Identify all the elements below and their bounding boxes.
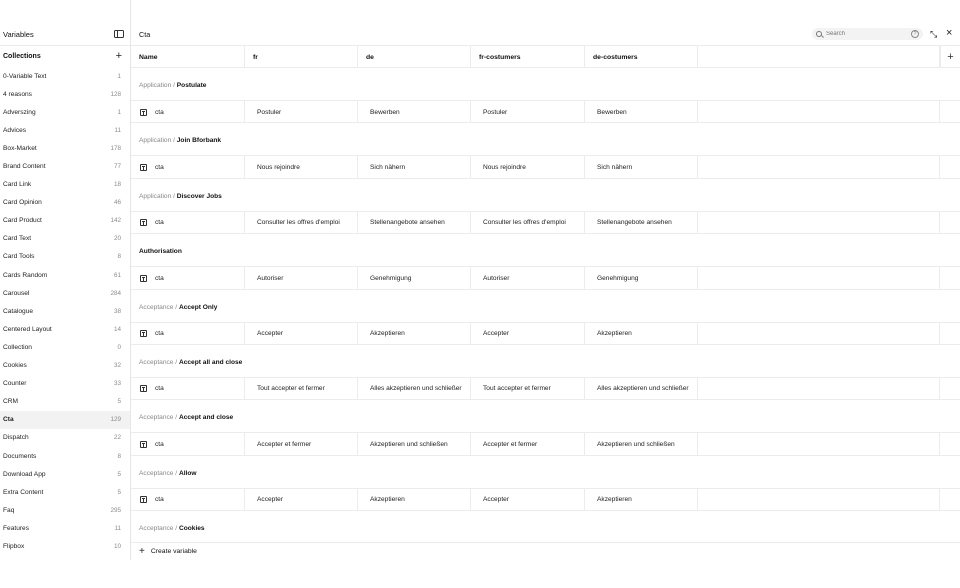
variable-group bbox=[131, 290, 960, 345]
sidebar-item[interactable] bbox=[0, 230, 130, 248]
group-leaf-label: Cookies bbox=[178, 525, 205, 533]
main-panel bbox=[131, 0, 960, 560]
cell-text: Accepter bbox=[257, 496, 284, 504]
variable-name-cell[interactable] bbox=[131, 323, 245, 345]
sidebar-item-label: Box-Market bbox=[3, 144, 37, 152]
variable-value-cell[interactable] bbox=[585, 156, 698, 178]
cell-text: Autoriser bbox=[257, 274, 284, 282]
variable-value-cell[interactable] bbox=[585, 212, 698, 234]
variable-value-cell[interactable] bbox=[471, 489, 585, 511]
sidebar-item[interactable] bbox=[0, 284, 130, 302]
sidebar-item[interactable] bbox=[0, 103, 130, 121]
group-leaf-label: Accept all and close bbox=[178, 358, 243, 366]
variable-value-cell[interactable] bbox=[585, 101, 698, 123]
sidebar-item-label: Features bbox=[3, 524, 30, 532]
variable-name-cell[interactable] bbox=[131, 156, 245, 178]
group-label[interactable] bbox=[139, 137, 221, 144]
empty-cell bbox=[698, 323, 940, 345]
sidebar-item-label: Catalogue bbox=[3, 307, 34, 315]
empty-cell bbox=[698, 267, 940, 289]
sidebar-item-label: Adverszing bbox=[3, 108, 36, 116]
sidebar-item-count: 14 bbox=[113, 325, 121, 333]
variable-value-cell[interactable] bbox=[358, 101, 471, 123]
column-header-de-costumers[interactable]: de-costumers bbox=[585, 46, 698, 68]
sidebar-item[interactable] bbox=[0, 393, 130, 411]
sidebar-item-count: 8 bbox=[117, 452, 121, 460]
cell-text: Akzeptieren bbox=[370, 330, 405, 338]
cell-text: cta bbox=[155, 163, 164, 171]
sidebar-item-label: Card Text bbox=[3, 235, 32, 243]
sidebar-item-label: Flipbox bbox=[3, 542, 25, 550]
search-icon bbox=[816, 31, 822, 37]
variable-value-cell[interactable] bbox=[358, 156, 471, 178]
variable-group bbox=[131, 456, 960, 511]
group-leaf-label: Authorisation bbox=[139, 248, 182, 256]
empty-cell bbox=[698, 489, 940, 511]
group-leaf-label: Join Bforbank bbox=[176, 137, 222, 145]
sidebar-item[interactable] bbox=[0, 194, 130, 212]
close-icon[interactable]: × bbox=[946, 27, 953, 39]
text-variable-icon bbox=[140, 330, 147, 337]
cell-text: Consulter les offres d'emploi bbox=[483, 219, 566, 227]
sidebar-item[interactable] bbox=[0, 139, 130, 157]
variable-value-cell[interactable] bbox=[471, 156, 585, 178]
cell-text: Accepter bbox=[483, 496, 510, 504]
collapse-icon[interactable]: ⤡ bbox=[930, 29, 938, 39]
sidebar-item-count: 1 bbox=[117, 72, 121, 80]
create-plus-icon: + bbox=[139, 545, 145, 557]
column-header-empty bbox=[698, 46, 940, 68]
sidebar-item-count: 295 bbox=[110, 506, 121, 514]
variable-value-cell[interactable] bbox=[471, 433, 585, 455]
sidebar-item-label: Card Tools bbox=[3, 253, 35, 261]
column-header-fr-costumers[interactable]: fr-costumers bbox=[471, 46, 585, 68]
cell-text: Nous rejoindre bbox=[257, 163, 300, 171]
sidebar-item-label: 0-Variable Text bbox=[3, 72, 47, 80]
sidebar-item[interactable] bbox=[0, 121, 130, 139]
sidebar-item-label: Card Product bbox=[3, 217, 42, 225]
sidebar-toggle-icon[interactable] bbox=[114, 30, 124, 38]
sidebar-title: Variables bbox=[3, 29, 34, 39]
group-parent-label: Acceptance / bbox=[139, 525, 179, 533]
group-label[interactable] bbox=[139, 248, 182, 255]
variable-name-cell[interactable] bbox=[131, 489, 245, 511]
variable-value-cell[interactable] bbox=[358, 433, 471, 455]
sidebar-item-count: 5 bbox=[117, 398, 121, 406]
variable-name-cell[interactable] bbox=[131, 433, 245, 455]
group-label[interactable] bbox=[139, 304, 217, 311]
sidebar-item[interactable] bbox=[0, 320, 130, 338]
empty-cell bbox=[698, 101, 940, 123]
sidebar-item[interactable] bbox=[0, 212, 130, 230]
sidebar-item-label: Extra Content bbox=[3, 488, 44, 496]
table-row[interactable] bbox=[131, 488, 960, 511]
sidebar-item[interactable] bbox=[0, 176, 130, 194]
text-variable-icon bbox=[140, 219, 147, 226]
table-row[interactable] bbox=[131, 432, 960, 455]
group-parent-label: Acceptance / bbox=[139, 303, 179, 311]
text-variable-icon bbox=[140, 441, 147, 448]
cell-text: Bewerben bbox=[370, 108, 400, 116]
sidebar-item-count: 20 bbox=[113, 235, 121, 243]
group-parent-label: Acceptance / bbox=[139, 469, 179, 477]
text-variable-icon bbox=[140, 385, 147, 392]
sidebar-header bbox=[0, 23, 130, 45]
text-variable-icon bbox=[140, 496, 147, 503]
sidebar-item-count: 5 bbox=[117, 470, 121, 478]
group-leaf-label: Accept and close bbox=[178, 414, 234, 422]
text-variable-icon bbox=[140, 275, 147, 282]
cell-text: Accepter bbox=[483, 330, 510, 338]
variable-group bbox=[131, 68, 960, 123]
cell-text: cta bbox=[155, 274, 164, 282]
text-variable-icon bbox=[140, 109, 147, 116]
variable-group bbox=[131, 345, 960, 400]
sidebar-item-count: 46 bbox=[113, 199, 121, 207]
table-row[interactable] bbox=[131, 322, 960, 345]
sidebar-item-count: 5 bbox=[117, 488, 121, 496]
variable-value-cell[interactable] bbox=[471, 101, 585, 123]
group-leaf-label: Postulate bbox=[176, 82, 207, 89]
cell-text: Sich nähern bbox=[597, 163, 633, 171]
table-row[interactable] bbox=[131, 377, 960, 400]
group-label[interactable] bbox=[139, 193, 222, 200]
text-variable-icon bbox=[140, 164, 147, 171]
sidebar-item[interactable] bbox=[0, 357, 130, 375]
group-parent-label: Application / bbox=[139, 82, 177, 89]
collections-label: Collections bbox=[3, 53, 41, 60]
sidebar-item[interactable] bbox=[0, 483, 130, 501]
sidebar-item[interactable] bbox=[0, 501, 130, 519]
cell-text: cta bbox=[155, 385, 164, 393]
sidebar-item-count: 38 bbox=[113, 307, 121, 315]
sidebar-item-count: 1 bbox=[117, 108, 121, 116]
group-label[interactable] bbox=[139, 470, 197, 477]
cell-text: cta bbox=[155, 219, 164, 227]
group-parent-label: Application / bbox=[139, 192, 177, 200]
help-icon[interactable]: ? bbox=[911, 30, 919, 38]
sidebar-item-count: 178 bbox=[110, 144, 121, 152]
sidebar-item-count: 284 bbox=[110, 289, 121, 297]
sidebar-item-count: 18 bbox=[113, 181, 121, 189]
cell-text: Akzeptieren bbox=[597, 330, 632, 338]
variable-name-cell[interactable] bbox=[131, 378, 245, 400]
cell-text: Accepter et fermer bbox=[257, 440, 312, 448]
cell-text: cta bbox=[155, 496, 164, 504]
cell-text: cta bbox=[155, 440, 164, 448]
cell-text: Genehmigung bbox=[370, 274, 412, 282]
sidebar-item-count: 33 bbox=[113, 380, 121, 388]
group-leaf-label: Discover Jobs bbox=[176, 192, 222, 200]
sidebar-item-label: Cards Random bbox=[3, 271, 48, 279]
sidebar-item[interactable] bbox=[0, 302, 130, 320]
sidebar-item[interactable] bbox=[0, 338, 130, 356]
add-collection-plus-icon[interactable]: + bbox=[115, 50, 122, 62]
cell-text: Akzeptieren und schließen bbox=[597, 440, 675, 448]
group-parent-label: Acceptance / bbox=[139, 414, 179, 422]
variable-name-cell[interactable] bbox=[131, 212, 245, 234]
cell-text: Tout accepter et fermer bbox=[257, 385, 325, 393]
cell-text: Autoriser bbox=[483, 274, 510, 282]
group-leaf-label: Accept Only bbox=[178, 303, 218, 311]
sidebar-item-count: 32 bbox=[113, 362, 121, 370]
sidebar-item[interactable] bbox=[0, 248, 130, 266]
variable-value-cell[interactable] bbox=[585, 323, 698, 345]
variable-value-cell[interactable] bbox=[585, 378, 698, 400]
sidebar-item-label: Dispatch bbox=[3, 434, 29, 442]
sidebar-item-count: 61 bbox=[113, 271, 121, 279]
sidebar-item-count: 128 bbox=[110, 90, 121, 98]
sidebar-item-label: Brand Content bbox=[3, 163, 46, 171]
cell-text: Alles akzeptieren und schließer bbox=[597, 385, 689, 393]
cell-text: Bewerben bbox=[597, 108, 627, 116]
sidebar-item-count: 77 bbox=[113, 163, 121, 171]
cell-text: Postuler bbox=[483, 108, 508, 116]
create-variable-button[interactable] bbox=[131, 542, 960, 560]
empty-cell bbox=[698, 378, 940, 400]
table-row[interactable] bbox=[131, 211, 960, 234]
variable-name-cell[interactable] bbox=[131, 267, 245, 289]
empty-cell bbox=[698, 433, 940, 455]
sidebar-item-count: 11 bbox=[114, 524, 121, 532]
column-header-de[interactable]: de bbox=[358, 46, 471, 68]
variable-groups bbox=[131, 68, 960, 567]
collection-title: Cta bbox=[139, 29, 151, 39]
variable-value-cell[interactable] bbox=[245, 323, 358, 345]
cell-text: Accepter et fermer bbox=[483, 440, 538, 448]
variable-value-cell[interactable] bbox=[471, 212, 585, 234]
variable-value-cell[interactable] bbox=[245, 156, 358, 178]
cell-text: Nous rejoindre bbox=[483, 163, 526, 171]
column-header-fr[interactable]: fr bbox=[245, 46, 358, 68]
variable-value-cell[interactable] bbox=[245, 212, 358, 234]
variable-value-cell[interactable] bbox=[245, 101, 358, 123]
variable-value-cell[interactable] bbox=[358, 489, 471, 511]
cell-text: Akzeptieren und schließen bbox=[370, 440, 448, 448]
topbar bbox=[131, 23, 960, 45]
sidebar-item-label: Counter bbox=[3, 380, 27, 388]
table-row[interactable] bbox=[131, 266, 960, 289]
variable-value-cell[interactable] bbox=[358, 267, 471, 289]
cell-text: Consulter les offres d'emploi bbox=[257, 219, 340, 227]
sidebar-item[interactable] bbox=[0, 429, 130, 447]
variable-value-cell[interactable] bbox=[245, 267, 358, 289]
variable-value-cell[interactable] bbox=[585, 267, 698, 289]
variable-value-cell[interactable] bbox=[245, 378, 358, 400]
sidebar-item-label: 4 reasons bbox=[3, 90, 32, 98]
sidebar-item-count: 22 bbox=[113, 434, 121, 442]
add-column-plus-icon[interactable]: + bbox=[940, 46, 960, 68]
cell-text: Akzeptieren bbox=[597, 496, 632, 504]
search-input[interactable] bbox=[826, 31, 906, 37]
variable-group bbox=[131, 400, 960, 455]
variable-value-cell[interactable] bbox=[358, 323, 471, 345]
cell-text: Sich nähern bbox=[370, 163, 406, 171]
sidebar-item-label: Collection bbox=[3, 343, 32, 351]
variable-group bbox=[131, 234, 960, 289]
sidebar-item-count: 129 bbox=[110, 416, 121, 424]
sidebar-item[interactable] bbox=[0, 266, 130, 284]
sidebar bbox=[0, 0, 131, 560]
variable-value-cell[interactable] bbox=[358, 212, 471, 234]
sidebar-item-count: 0 bbox=[117, 343, 121, 351]
variable-value-cell[interactable] bbox=[585, 433, 698, 455]
cell-text: cta bbox=[155, 330, 164, 338]
variable-value-cell[interactable] bbox=[471, 378, 585, 400]
group-parent-label: Application / bbox=[139, 137, 177, 145]
sidebar-item[interactable] bbox=[0, 157, 130, 175]
sidebar-item[interactable] bbox=[0, 67, 130, 85]
cell-text: Postuler bbox=[257, 108, 282, 116]
sidebar-item-label: Centered Layout bbox=[3, 325, 52, 333]
sidebar-item-label: Carousel bbox=[3, 289, 30, 297]
variable-value-cell[interactable] bbox=[245, 489, 358, 511]
sidebar-item-count: 11 bbox=[114, 126, 121, 134]
group-label[interactable] bbox=[139, 525, 205, 532]
sidebar-item[interactable] bbox=[0, 537, 130, 555]
collections-list bbox=[0, 67, 130, 556]
empty-cell bbox=[698, 212, 940, 234]
cell-text: Akzeptieren bbox=[370, 496, 405, 504]
cell-text: Genehmigung bbox=[597, 274, 639, 282]
table-row[interactable] bbox=[131, 100, 960, 123]
search-box[interactable] bbox=[812, 28, 923, 40]
bottom-strip bbox=[0, 560, 960, 588]
sidebar-item[interactable] bbox=[0, 411, 130, 429]
column-header-name[interactable]: Name bbox=[131, 46, 245, 68]
sidebar-item[interactable] bbox=[0, 375, 130, 393]
variable-name-cell[interactable] bbox=[131, 101, 245, 123]
sidebar-item-count: 8 bbox=[117, 253, 121, 261]
create-variable-label: Create variable bbox=[150, 548, 197, 555]
group-parent-label: Acceptance / bbox=[139, 358, 179, 366]
group-label[interactable] bbox=[139, 82, 206, 89]
sidebar-item-label: Faq bbox=[3, 506, 15, 514]
cell-text: Tout accepter et fermer bbox=[483, 385, 551, 393]
variable-value-cell[interactable] bbox=[471, 323, 585, 345]
sidebar-item-label: Advices bbox=[3, 126, 27, 134]
cell-text: Stellenangebote ansehen bbox=[370, 219, 445, 227]
sidebar-item[interactable] bbox=[0, 447, 130, 465]
variable-value-cell[interactable] bbox=[585, 489, 698, 511]
sidebar-item[interactable] bbox=[0, 85, 130, 103]
sidebar-item-label: Card Link bbox=[3, 181, 32, 189]
empty-cell bbox=[698, 156, 940, 178]
cell-text: Accepter bbox=[257, 330, 284, 338]
table-row[interactable] bbox=[131, 155, 960, 178]
variable-value-cell[interactable] bbox=[471, 267, 585, 289]
variable-group bbox=[131, 179, 960, 234]
sidebar-item[interactable] bbox=[0, 465, 130, 483]
cell-text: cta bbox=[155, 108, 164, 116]
sidebar-item-count: 142 bbox=[110, 217, 121, 225]
sidebar-item-label: Cta bbox=[3, 416, 14, 424]
cell-text: Stellenangebote ansehen bbox=[597, 219, 672, 227]
collections-header bbox=[0, 45, 130, 67]
group-label[interactable] bbox=[139, 359, 242, 366]
sidebar-item-count: 10 bbox=[113, 542, 121, 550]
sidebar-item-label: Cookies bbox=[3, 362, 27, 370]
sidebar-item-label: Card Opinion bbox=[3, 199, 42, 207]
variable-group bbox=[131, 123, 960, 178]
group-leaf-label: Allow bbox=[178, 469, 197, 477]
variable-value-cell[interactable] bbox=[245, 433, 358, 455]
sidebar-item-label: CRM bbox=[3, 398, 19, 406]
sidebar-item-label: Documents bbox=[3, 452, 37, 460]
variable-value-cell[interactable] bbox=[358, 378, 471, 400]
cell-text: Alles akzeptieren und schließer bbox=[370, 385, 462, 393]
group-label[interactable] bbox=[139, 414, 233, 421]
sidebar-item[interactable] bbox=[0, 519, 130, 537]
sidebar-item-label: Download App bbox=[3, 470, 46, 478]
column-header-row bbox=[131, 45, 960, 68]
